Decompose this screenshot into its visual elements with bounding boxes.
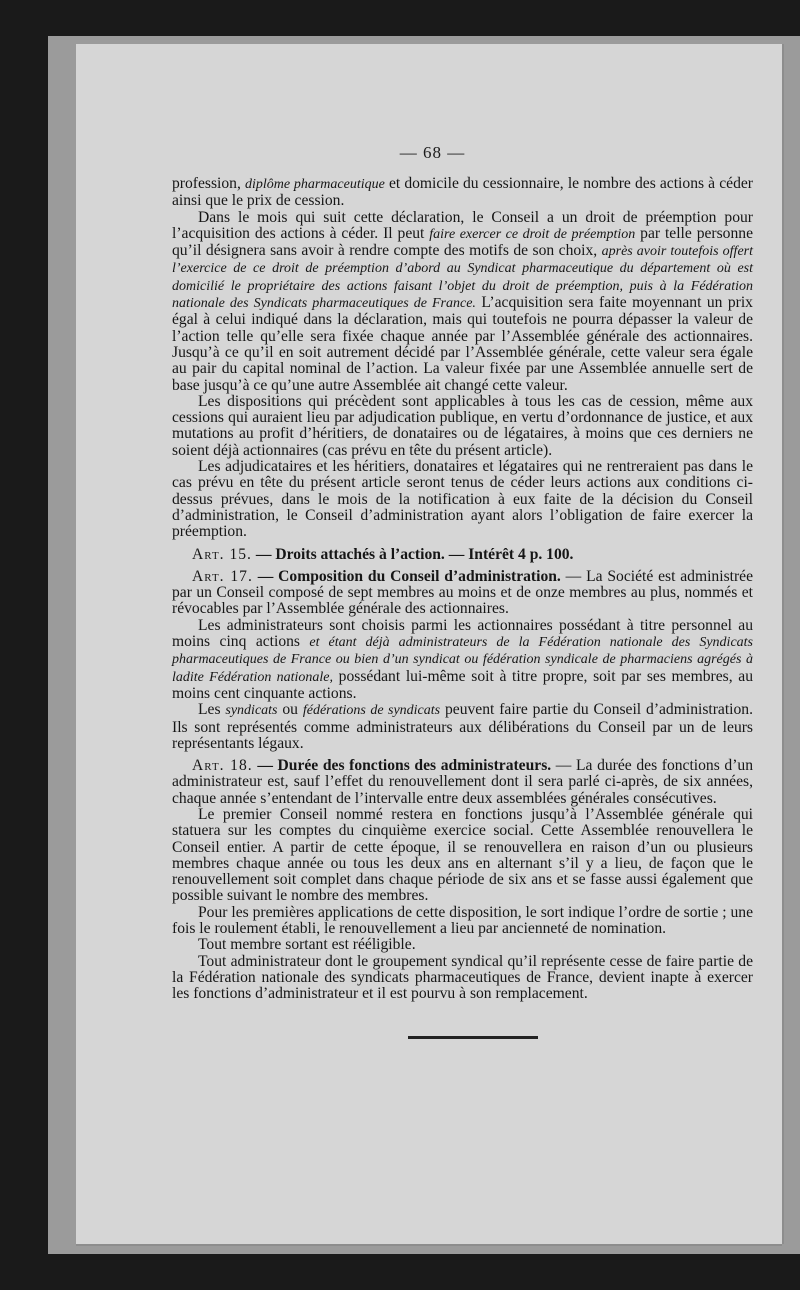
italic-run: fédérations de syndicats — [302, 703, 441, 719]
closing-rule — [408, 1036, 538, 1039]
article-title: — Durée des fonctions des administrateurs. — [252, 757, 552, 775]
paragraph-premieres-applications: Pour les premières applications de cette disposition, le sort indique l’ordre de sortie ; une fois le roulement établi, le renouvellement a lieu par ancienneté de nomination. — [172, 903, 753, 938]
paragraph-syndicats — [172, 702, 753, 752]
paragraph-premier-conseil: Le premier Conseil nommé restera en fonctions jusqu’à l’Assemblée générale qui statuera sur les comptes du cinquième exercice social. Cette Assemblée renouvellera le Conseil entier. A partir de cette époque, il se renouvellera en raison d’un ou plusieurs membres chaque année ou tous les deux ans en alternant s’il y a lieu, de façon que le renouvellement soit complet dans chaque période de six ans et se fasse aussi également que possible suivant le nombre des membres. — [172, 805, 753, 905]
text-run: Les — [198, 701, 226, 719]
text-run: par telle personne qu’il désignera sans avoir à rendre compte des motifs de son choix, — [172, 224, 753, 260]
text-run: Les administrateurs sont choisis parmi les actionnaires possédant à titre personnel au moins cinq actions — [172, 616, 753, 651]
text-run: et domicile du cessionnaire, le nombre des actions à céder ainsi que le prix de cession. — [172, 175, 753, 210]
article-17 — [172, 569, 753, 618]
article-number: Art. 15. — [192, 545, 252, 563]
article-number: Art. 18. — [192, 757, 253, 775]
paragraph-administrateurs — [172, 618, 753, 702]
italic-run: et étant déjà administrateurs de la Fédération nationale des Syndicats pharmaceutiques de France ou bien d’un syndicat ou fédération syndicale de pharmaciens agrégés à ladite Fédération nationale, — [172, 635, 753, 685]
italic-run: syndicats — [225, 703, 278, 719]
article-title: — Droits attachés à l’action. — Intérêt 4 p. 100. — [251, 545, 574, 563]
paragraph-reeligible: Tout membre sortant est rééligible. — [198, 936, 416, 954]
italic-run: diplôme pharmaceutique — [245, 177, 385, 192]
text-run: Dans le mois qui suit cette déclaration, le Conseil a un droit de préemption pour l’acquisition des actions à céder. Il peut — [172, 208, 753, 242]
paragraph-remplacement: Tout administrateur dont le groupement syndical qu’il représente cesse de faire partie de la Fédération nationale des syndicats pharmaceutiques de France, devient inapte à exercer les fonctions d’administrateur et il est pourvu à son remplacement. — [172, 952, 753, 1003]
paragraph-adjudicataires: Les adjudicataires et les héritiers, donataires et légataires qui ne rentreraient pas dans le cas prévu en tête du présent article seront tenus de céder leurs actions aux conditions ci-dessus prévues, dans le mois de la notification à eux faite de la décision du Conseil d’administration, le Conseil d’administration ayant alors l’obligation de faire exercer la préemption. — [172, 458, 753, 541]
text-run: profession, — [172, 175, 245, 192]
text-run: possédant lui-même soit à titre propre, soit par ses membres, au moins cent cinquante actions. — [172, 667, 753, 702]
article-body: — La Société est administrée par un Conseil composé de sept membres au moins et de onze membres au plus, nommés et révocables par l’Assemblée générale des actionnaires. — [172, 567, 753, 618]
italic-run: faire exercer ce droit de préemption — [429, 226, 636, 242]
article-15 — [172, 547, 753, 563]
article-number: Art. 17. — [192, 567, 253, 585]
italic-run: après avoir toutefois offert l’exercice de ce droit de préemption d’abord au Syndicat pharmaceutique du département où est domicilié le propriétaire des actions faisant l’objet du droit de préemption, puis à la Fédération nationale des Syndicats pharmaceutiques de France. — [172, 244, 753, 312]
text-run: ou — [277, 701, 303, 719]
paragraph-preemption — [172, 210, 753, 394]
text-run: peuvent faire partie du Conseil d’administration. Ils sont représentés comme administrateurs aux délibérations du Conseil par un de leurs représentants légaux. — [172, 701, 753, 752]
paragraph-profession — [172, 176, 753, 210]
body-text — [172, 176, 753, 1003]
text-run: L’acquisition sera faite moyennant un prix égal à celui indiqué dans la déclaration, mais qui toutefois ne pourra dépasser la valeur de l’action telle qu’elle sera fixée chaque année par l’Assemblée générale des actionnaires. Jusqu’à ce qu’il en soit autrement décidé par l’Assemblée générale, cette valeur sera égale au pair du capital nominal de l’action. La valeur fixée par une Assemblée annuelle sert de base jusqu’à ce qu’une autre Assemblée ait changé cette valeur. — [172, 294, 753, 394]
article-body: — La durée des fonctions d’un administrateur est, sauf l’effet du renouvellement dont il sera parlé ci-après, de six années, chaque année s’entendant de l’intervalle entre deux assemblées générales consécutives. — [172, 757, 754, 807]
paragraph-dispositions: Les dispositions qui précèdent sont applicables à tous les cas de cession, même aux cessions qui auraient lieu par adjudication publique, en vertu d’ordonnance de justice, et aux mutations au profit d’héritiers, de donataires ou de légataires, à moins que ces derniers ne soient déjà actionnaires (cas prévu en tête du présent article). — [172, 392, 753, 459]
page-number: — 68 — — [399, 143, 466, 162]
article-title: — Composition du Conseil d’administration. — [252, 567, 561, 585]
article-18 — [172, 758, 753, 807]
